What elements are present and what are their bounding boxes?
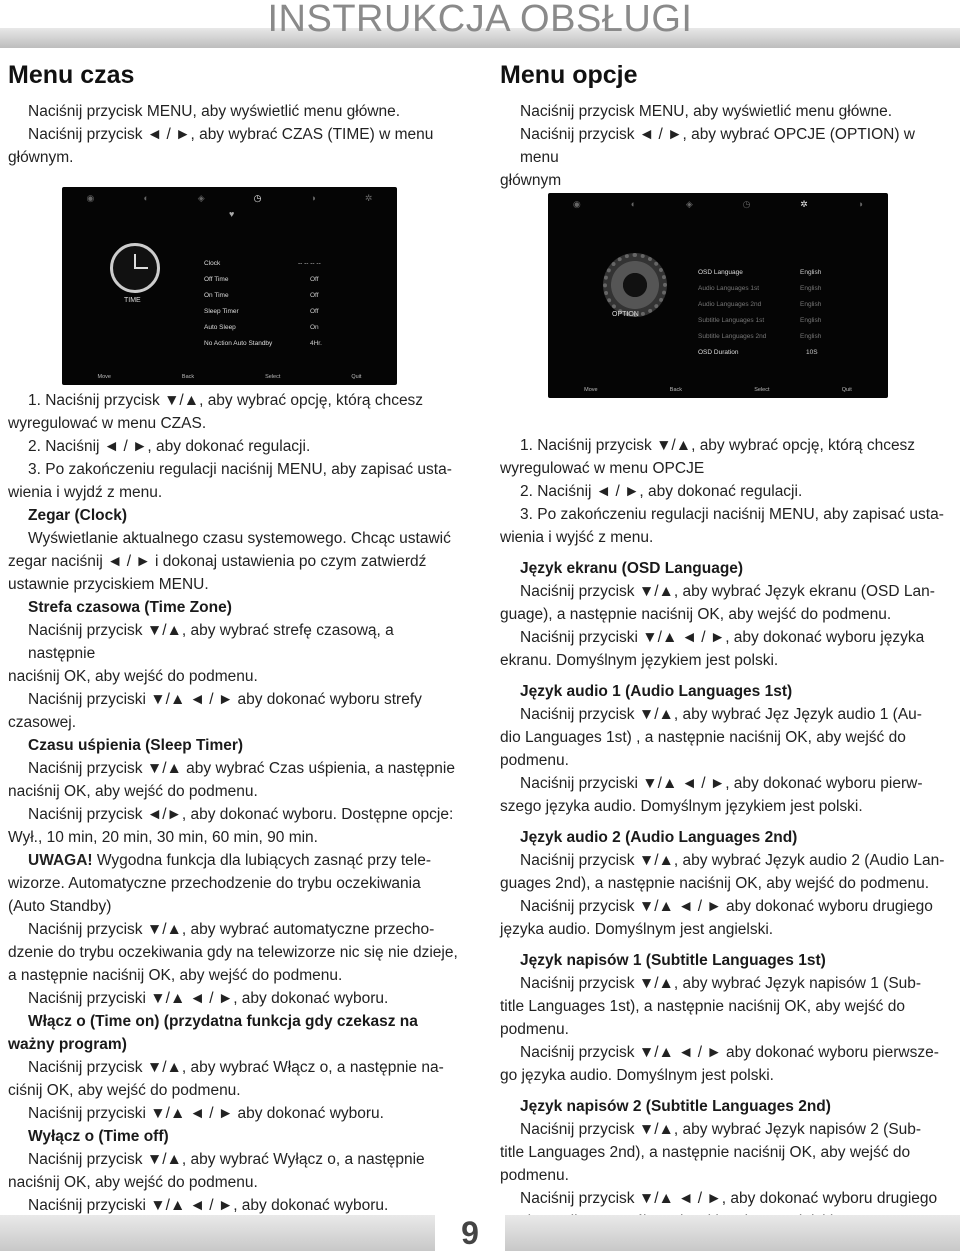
body-line: Naciśnij przycisk ◄/►, aby dokonać wyboru. Dostępne opcje: [28, 806, 454, 823]
step-line: 3. Po zakończeniu regulacji naciśnij MENU, aby zapisać usta- [28, 461, 452, 478]
osd-language-title: Język ekranu (OSD Language) [520, 560, 744, 577]
body-line: ekranu. Domyślnym językiem jest polski. [500, 652, 779, 669]
body-line: Naciśnij przycisk ▼/▲ ◄ / ► aby dokonać wyboru drugiego [520, 898, 933, 915]
step-line: wienia i wyjdź z menu. [8, 484, 163, 501]
body-line: naciśnij OK, aby wejść do podmenu. [8, 783, 258, 800]
subtitle2-title: Język napisów 2 (Subtitle Languages 2nd) [520, 1098, 831, 1115]
footer-back: Back [669, 387, 683, 393]
gear-icon [603, 253, 667, 317]
intro-line: Naciśnij przycisk ◄ / ►, aby wybrać OPCJE (OPTION) w menu [520, 126, 915, 166]
body-line: podmenu. [500, 1167, 569, 1184]
lock-icon: ◑ [857, 199, 864, 209]
body-line: Naciśnij przycisk ▼/▲, aby wybrać automatyczne przecho- [28, 921, 435, 938]
sleep-title: Czasu uśpienia (Sleep Timer) [28, 737, 244, 754]
body-line: czasowej. [8, 714, 77, 731]
menu-row-value: Off [310, 308, 319, 315]
timezone-title: Strefa czasowa (Time Zone) [28, 599, 232, 616]
menu-row-label: Auto Sleep [204, 324, 236, 331]
intro-line: głównym. [8, 149, 74, 166]
body-line: ciśnij OK, aby wejść do podmenu. [8, 1082, 241, 1099]
time-menu-screenshot [62, 187, 397, 385]
body-line: języka audio. Domyślnym jest angielski. [500, 921, 774, 938]
body-line: (Auto Standby) [8, 898, 112, 915]
screen-footer [548, 384, 888, 396]
clock-tab-icon: ◷ [253, 193, 262, 203]
picture-icon: ◉ [572, 199, 581, 209]
body-line: Naciśnij przycisk ▼/▲, aby wybrać Język napisów 2 (Sub- [520, 1121, 922, 1138]
footer-quit: Quit [351, 374, 362, 380]
body-line: Naciśnij przyciski ▼/▲ ◄ / ► aby dokonać wyboru strefy [28, 691, 422, 708]
body-line: title Languages 2nd), a następnie naciśnij OK, aby wejść do [500, 1144, 911, 1161]
audio1-title: Język audio 1 (Audio Languages 1st) [520, 683, 793, 700]
footer-back: Back [181, 374, 195, 380]
menu-row-value: English [800, 301, 822, 308]
menu-row-value: English [800, 285, 822, 292]
footer-quit: Quit [841, 387, 852, 393]
step-line: 1. Naciśnij przycisk ▼/▲, aby wybrać opcję, którą chcesz [28, 392, 424, 409]
menu-row-label: Clock [204, 260, 221, 267]
screen-footer [62, 371, 397, 383]
option-tab-icon: ✲ [364, 193, 373, 203]
footer-bar [0, 1215, 960, 1251]
footer-move: Move [97, 374, 111, 380]
section-heading-option: Menu opcje [500, 61, 638, 89]
menu-row-value: English [800, 269, 822, 276]
body-line: Naciśnij przyciski ▼/▲ ◄ / ►, aby dokonać wyboru pierw- [520, 775, 923, 792]
body-line: ustawnie przyciskiem MENU. [8, 576, 209, 593]
body-line: podmenu. [500, 752, 569, 769]
menu-row-value: -- -- -- -- [298, 260, 321, 267]
body-line: a następnie naciśnij OK, aby wejść do podmenu. [8, 967, 343, 984]
menu-row-value: English [800, 333, 822, 340]
menu-row-value: Off [310, 276, 319, 283]
time-on-title: ważny program) [8, 1036, 127, 1053]
heart-icon: ♥ [229, 209, 235, 219]
body-line: Naciśnij przyciski ▼/▲ ◄ / ►, aby dokonać wyboru języka [520, 629, 925, 646]
audio2-title: Język audio 2 (Audio Languages 2nd) [520, 829, 798, 846]
warning-line [8, 849, 463, 872]
body-line: Naciśnij przycisk ▼/▲, aby wybrać Wyłącz o, a następnie [28, 1151, 425, 1168]
menu-tab-bar [62, 193, 397, 207]
channel-icon: ◈ [685, 199, 693, 209]
body-line: Naciśnij przycisk ▼/▲, aby wybrać strefę czasową, a następnie [28, 622, 394, 662]
header-banner [0, 0, 960, 48]
menu-row-label: Subtitle Languages 1st [698, 317, 765, 324]
option-menu-screenshot [548, 193, 888, 398]
menu-row-label: Sleep Timer [204, 308, 239, 315]
footer-move: Move [584, 387, 598, 393]
intro-line: Naciśnij przycisk MENU, aby wyświetlić menu główne. [520, 103, 893, 120]
body-line: go języka audio. Domyślnym jest polski. [500, 1067, 774, 1084]
body-line: Naciśnij przycisk ▼/▲ aby wybrać Czas uśpienia, a następnie [28, 760, 455, 777]
menu-row-value: 4Hr. [310, 340, 322, 347]
menu-row-label: OSD Language [698, 269, 743, 276]
step-line: wienia i wyjść z menu. [500, 529, 654, 546]
menu-row-value: Off [310, 292, 319, 299]
step-line: 2. Naciśnij ◄ / ►, aby dokonać regulacji. [28, 438, 311, 455]
body-line: Naciśnij przyciski ▼/▲ ◄ / ►, aby dokonać wyboru. [28, 1197, 389, 1214]
body-line: Naciśnij przycisk ▼/▲ ◄ / ►, aby dokonać wyboru drugiego [520, 1190, 938, 1207]
intro-line: głównym [500, 172, 562, 189]
menu-row-value: English [800, 317, 822, 324]
body-line: szego języka audio. Domyślnym językiem jest polski. [500, 798, 863, 815]
body-line: Naciśnij przycisk ▼/▲, aby wybrać Język napisów 1 (Sub- [520, 975, 922, 992]
body-line: guage), a następnie naciśnij OK, aby wejść do podmenu. [500, 606, 892, 623]
body-line: zegar naciśnij ◄ / ► i dokonaj ustawienia po czym zatwierdź [8, 553, 427, 570]
time-off-title: Wyłącz o (Time off) [28, 1128, 169, 1145]
channel-icon: ◈ [197, 193, 205, 203]
body-line: Naciśnij przyciski ▼/▲ ◄ / ►, aby dokonać wyboru. [28, 990, 389, 1007]
body-line: Wyświetlanie aktualnego czasu systemowego. Chcąc ustawić [28, 530, 451, 547]
menu-row-label: OSD Duration [698, 349, 739, 356]
intro-line: Naciśnij przycisk MENU, aby wyświetlić menu główne. [28, 103, 401, 120]
body-line: Naciśnij przycisk ▼/▲ ◄ / ► aby dokonać wyboru pierwsze- [520, 1044, 939, 1061]
menu-row-label: Audio Languages 2nd [698, 301, 762, 308]
clock-tab-icon: ◷ [742, 199, 751, 209]
section-heading-time: Menu czas [8, 61, 135, 89]
warning-label: UWAGA! [28, 852, 93, 869]
sound-icon: ◐ [143, 193, 149, 203]
menu-row-label: Audio Languages 1st [698, 285, 760, 292]
step-line: 3. Po zakończeniu regulacji naciśnij MENU, aby zapisać usta- [520, 506, 944, 523]
menu-row-label: Subtitle Languages 2nd [698, 333, 767, 340]
screen-caption: OPTION [612, 311, 639, 318]
clock-title: Zegar (Clock) [28, 507, 128, 524]
body-line: wizorze. Automatyczne przechodzenie do trybu oczekiwania [8, 875, 421, 892]
step-line: wyregulować w menu OPCJE [500, 460, 705, 477]
body-line: naciśnij OK, aby wejść do podmenu. [8, 1174, 258, 1191]
body-line: Naciśnij przyciski ▼/▲ ◄ / ► aby dokonać wyboru. [28, 1105, 384, 1122]
body-line: dzenie do trybu oczekiwania gdy na telewizorze nic się nie dzieje, [8, 944, 458, 961]
body-line: podmenu. [500, 1021, 569, 1038]
body-line: Naciśnij przycisk ▼/▲, aby wybrać Jęz Język audio 1 (Au- [520, 706, 922, 723]
sound-icon: ◐ [630, 199, 637, 209]
lock-icon: ◑ [310, 193, 316, 203]
menu-row-label: On Time [204, 292, 229, 299]
menu-row-value: On [310, 324, 319, 331]
menu-tab-bar [548, 199, 888, 213]
picture-icon: ◉ [86, 193, 95, 203]
footer-select: Select [754, 387, 770, 393]
intro-line: Naciśnij przycisk ◄ / ►, aby wybrać CZAS (TIME) w menu [28, 126, 434, 143]
body-line: dio Languages 1st) , a następnie naciśnij OK, aby wejść do [500, 729, 906, 746]
body-line: Wył., 10 min, 20 min, 30 min, 60 min, 90 min. [8, 829, 318, 846]
warning-text: Wygodna funkcja dla lubiących zasnąć przy tele- [92, 852, 432, 869]
body-line: naciśnij OK, aby wejść do podmenu. [8, 668, 258, 685]
menu-row-value: 10S [806, 349, 818, 356]
clock-icon [110, 243, 160, 293]
body-line: guages 2nd), a następnie naciśnij OK, aby wejść do podmenu. [500, 875, 930, 892]
step-line: 1. Naciśnij przycisk ▼/▲, aby wybrać opcję, którą chcesz [520, 437, 916, 454]
footer-select: Select [265, 374, 281, 380]
step-line: 2. Naciśnij ◄ / ►, aby dokonać regulacji. [520, 483, 803, 500]
step-line: wyregulować w menu CZAS. [8, 415, 207, 432]
subtitle1-title: Język napisów 1 (Subtitle Languages 1st) [520, 952, 826, 969]
option-tab-icon: ✲ [800, 199, 808, 209]
body-line: Naciśnij przycisk ▼/▲, aby wybrać Język audio 2 (Audio Lan- [520, 852, 945, 869]
menu-row-label: Off Time [204, 276, 229, 283]
page-number: 9 [435, 1213, 505, 1253]
time-on-title: Włącz o (Time on) (przydatna funkcja gdy czekasz na [28, 1013, 418, 1030]
body-line: Naciśnij przycisk ▼/▲, aby wybrać Włącz o, a następnie na- [28, 1059, 444, 1076]
screen-caption: TIME [124, 297, 141, 304]
body-line: Naciśnij przycisk ▼/▲, aby wybrać Język ekranu (OSD Lan- [520, 583, 935, 600]
body-line: title Languages 1st), a następnie naciśnij OK, aby wejść do [500, 998, 905, 1015]
menu-row-label: No Action Auto Standby [204, 340, 273, 347]
document-title: INSTRUKCJA OBSŁUGI [267, 0, 693, 40]
